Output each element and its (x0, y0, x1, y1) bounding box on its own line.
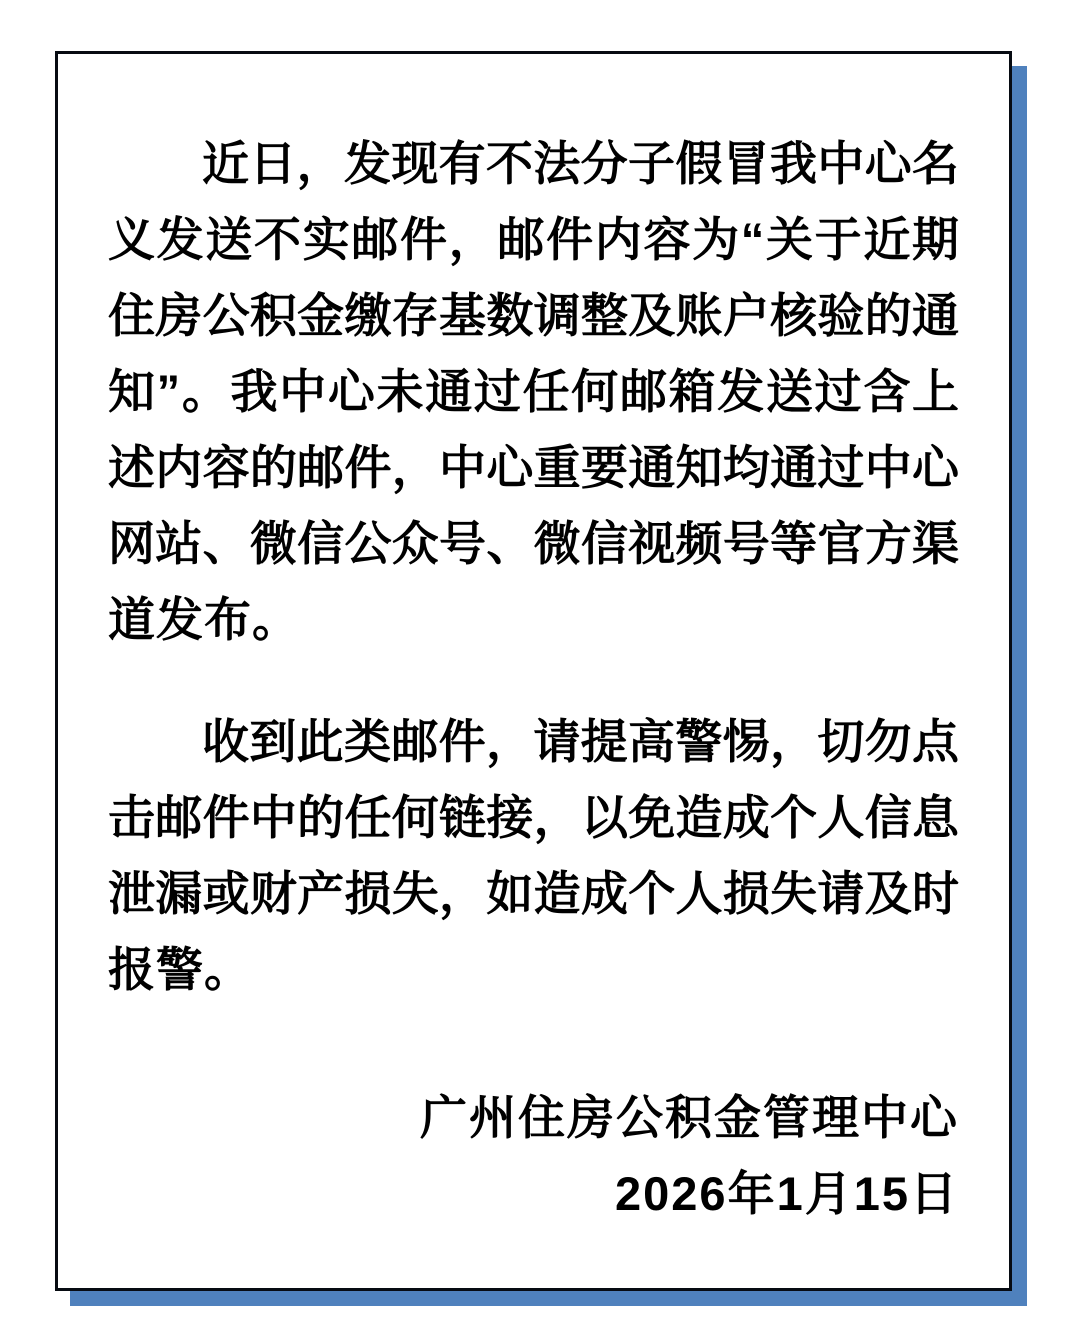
paragraph-1 (108, 126, 959, 658)
paragraph-1-line-4: 知”。我中心未通过任何邮箱发送过含上 (108, 365, 959, 418)
paragraph-2-line-1: 收到此类邮件，请提高警惕，切勿点 (202, 715, 959, 768)
paragraph-2-line-3: 泄漏或财产损失，如造成个人损失请及时 (108, 867, 959, 920)
signature-date: 2026年1月15日 (615, 1167, 959, 1220)
paragraph-1-line-2: 义发送不实邮件，邮件内容为“关于近期 (108, 213, 959, 266)
notice-card (55, 51, 1012, 1291)
notice-content (58, 54, 1009, 1288)
paragraph-2 (108, 704, 959, 1008)
paragraph-1-line-5: 述内容的邮件，中心重要通知均通过中心 (108, 441, 959, 494)
paragraph-1-line-1: 近日，发现有不法分子假冒我中心名 (202, 137, 959, 190)
paragraph-1-line-7: 道发布。 (108, 593, 300, 646)
signature-org: 广州住房公积金管理中心 (420, 1091, 959, 1144)
signature-block (108, 1080, 959, 1232)
paragraph-1-line-3: 住房公积金缴存基数调整及账户核验的通 (108, 289, 959, 342)
paragraph-2-line-2: 击邮件中的任何链接，以免造成个人信息 (108, 791, 959, 844)
paragraph-1-line-6: 网站、微信公众号、微信视频号等官方渠 (108, 517, 959, 570)
paragraph-2-line-4: 报警。 (108, 943, 252, 996)
